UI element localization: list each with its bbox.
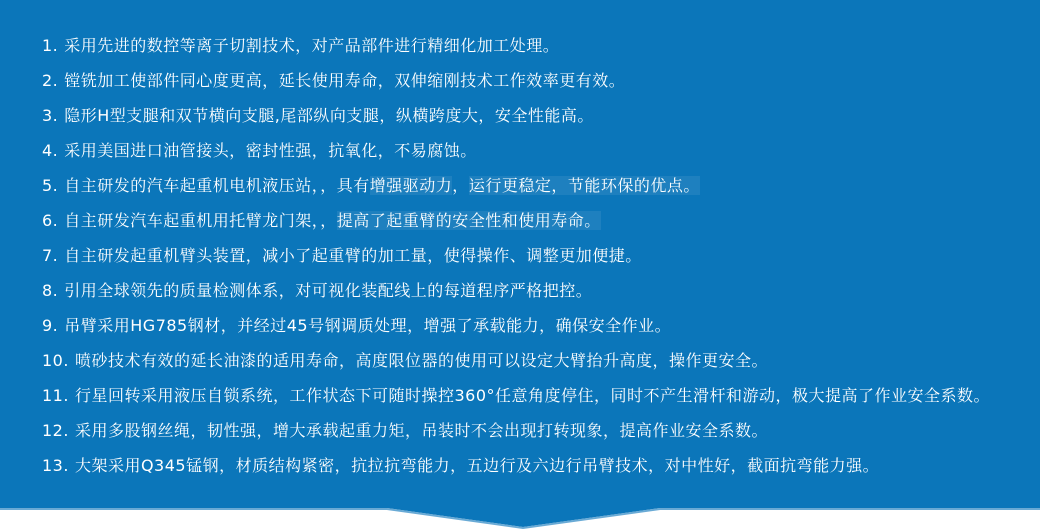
feature-number: 13. — [42, 456, 69, 475]
feature-number: 8. — [42, 281, 59, 300]
feature-text: 自主研发的汽车起重机电机液压站，，具有增强驱动力，运行更稳定，节能环保的优点。 — [64, 176, 700, 195]
feature-item — [42, 168, 990, 203]
feature-item — [42, 98, 990, 133]
feature-text: 行星回转采用液压自锁系统，工作状态下可随时操控360°任意角度停住，同时不产生滑杆和游动，极大提高了作业安全系数。 — [74, 386, 990, 405]
feature-text: 吊臂采用HG785钢材，并经过45号钢调质处理，增强了承载能力，确保安全作业。 — [64, 316, 672, 335]
feature-item — [42, 343, 990, 378]
feature-number: 3. — [42, 106, 59, 125]
feature-list — [42, 28, 990, 483]
feature-item — [42, 28, 990, 63]
feature-text: 喷砂技术有效的延长油漆的适用寿命，高度限位器的使用可以设定大臂抬升高度，操作更安全。 — [74, 351, 768, 370]
feature-item — [42, 63, 990, 98]
feature-text: 采用先进的数控等离子切割技术，对产品部件进行精细化加工处理。 — [64, 36, 560, 55]
feature-number: 2. — [42, 71, 59, 90]
feature-item — [42, 273, 990, 308]
feature-item — [42, 133, 990, 168]
feature-number: 6. — [42, 211, 59, 230]
feature-text: 大架采用Q345锰钢，材质结构紧密，抗拉抗弯能力，五边行及六边行吊臂技术，对中性好，截面抗弯能力强。 — [74, 456, 880, 475]
feature-number: 12. — [42, 421, 69, 440]
feature-item — [42, 308, 990, 343]
feature-text: 自主研发起重机臂头装置，减小了起重臂的加工量，使得操作、调整更加便捷。 — [64, 246, 642, 265]
feature-text: 采用多股钢丝绳，韧性强，增大承载起重力矩，吊装时不会出现打转现象，提高作业安全系数。 — [74, 421, 768, 440]
feature-text: 自主研发汽车起重机用托臂龙门架，，提高了起重臂的安全性和使用寿命。 — [64, 211, 601, 230]
feature-number: 5. — [42, 176, 59, 195]
feature-text: 采用美国进口油管接头，密封性强，抗氧化，不易腐蚀。 — [64, 141, 477, 160]
feature-item — [42, 413, 990, 448]
feature-item — [42, 378, 990, 413]
feature-number: 11. — [42, 386, 69, 405]
feature-number: 4. — [42, 141, 59, 160]
feature-text: 隐形H型支腿和双节横向支腿,尾部纵向支腿，纵横跨度大，安全性能高。 — [64, 106, 594, 125]
feature-item — [42, 203, 990, 238]
feature-number: 1. — [42, 36, 59, 55]
feature-text: 镗铣加工使部件同心度更高，延长使用寿命，双伸缩刚技术工作效率更有效。 — [64, 71, 626, 90]
feature-number: 7. — [42, 246, 59, 265]
feature-number: 10. — [42, 351, 69, 370]
feature-text: 引用全球领先的质量检测体系，对可视化装配线上的每道程序严格把控。 — [64, 281, 593, 300]
feature-item — [42, 448, 990, 483]
feature-number: 9. — [42, 316, 59, 335]
feature-item — [42, 238, 990, 273]
